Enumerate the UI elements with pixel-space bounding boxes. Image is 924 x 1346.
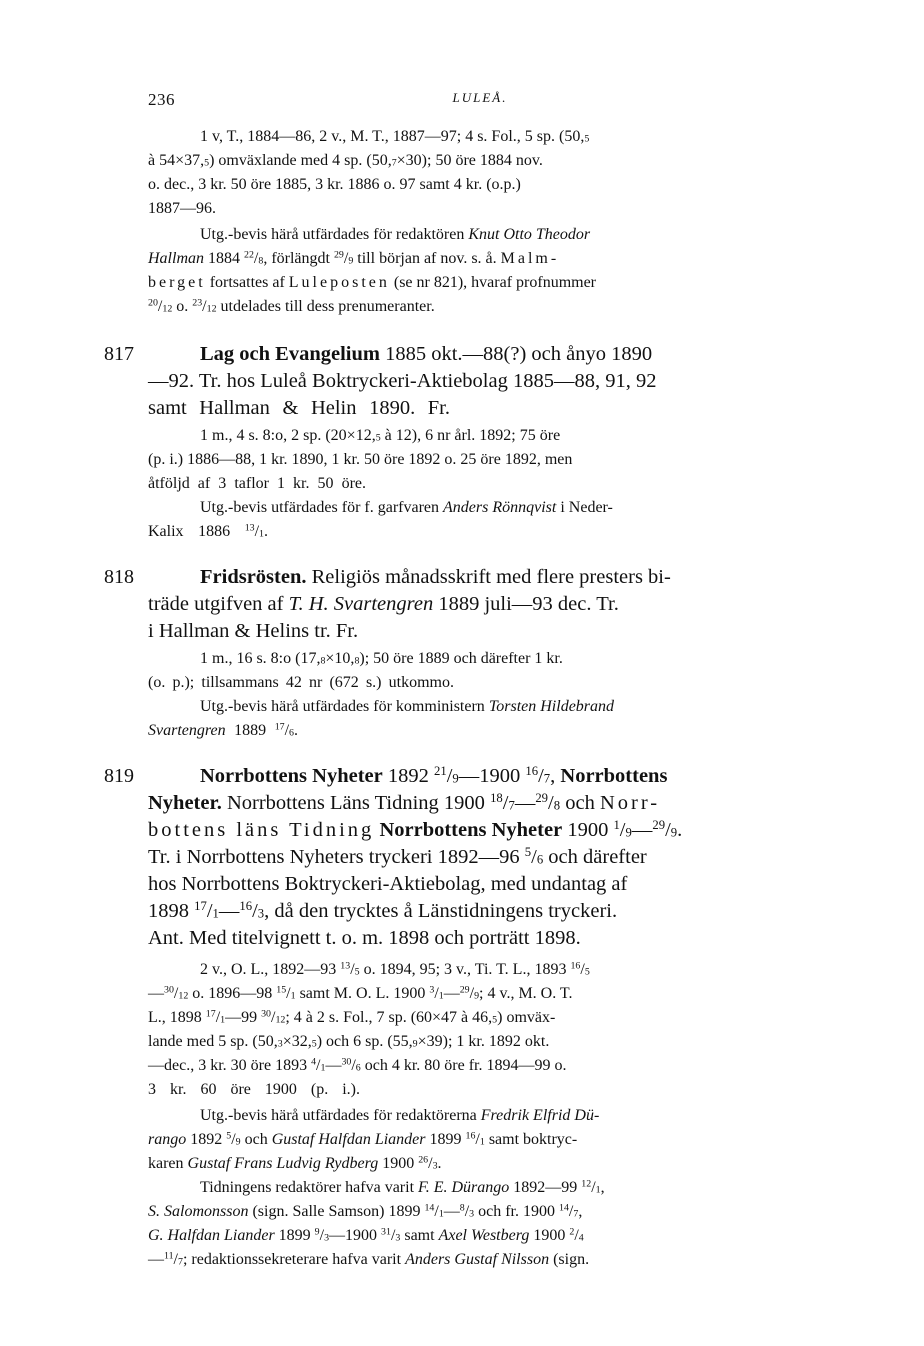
text-line: Fridsrösten. Religiös månadsskrift med flere presters bi- bbox=[200, 566, 671, 588]
text-line: 1887—96. bbox=[148, 200, 216, 217]
text-line: Svartengren 1889 $^{17}/_6$. bbox=[148, 721, 298, 739]
text-line: Nyheter. Norrbottens Läns Tidning 1900 $^{18}/_7—^{29}/_8$ och Norr- bbox=[148, 791, 661, 814]
text-line: 1 v, T., 1884—86, 2 v., M. T., 1887—97; 4 s. Fol., 5 sp. ($50,_5$ bbox=[200, 128, 590, 145]
text-line: rango 1892 $^5/_9$ och Gustaf Halfdan Liander 1899 $^{16}/_1$ samt boktryc- bbox=[148, 1130, 578, 1148]
text-line: åtföljd af 3 taflor 1 kr. 50 öre. bbox=[148, 475, 366, 492]
text-line: G. Halfdan Liander 1899 $^9/_3—1900$ $^{31}/_3$ samt Axel Westberg 1900 $^2/_4$ bbox=[148, 1226, 584, 1244]
text-line: Lag och Evangelium 1885 okt.—88(?) och ånyo 1890 bbox=[200, 343, 653, 365]
text-line: Utg.-bevis härå utfärdades för redaktören Knut Otto Theodor bbox=[200, 226, 591, 243]
text-line: (p. i.) 1886—88, 1 kr. 1890, 1 kr. 50 öre 1892 o. 25 öre 1892, men bbox=[148, 451, 573, 468]
running-title: LULEÅ. bbox=[452, 90, 508, 105]
text-line: 2 v., O. L., 1892—93 $^{13}/_5$ o. 1894, 95; 3 v., Ti. T. L., 1893 $^{16}/_5$ bbox=[200, 960, 590, 978]
page-header bbox=[148, 90, 812, 114]
text-line: Utg.-bevis utfärdades för f. garfvaren Anders Rönnqvist i Neder- bbox=[200, 499, 613, 516]
entry-number: 818 bbox=[104, 566, 134, 588]
text-line: Tr. i Norrbottens Nyheters tryckeri 1892—96 $^5/_6$ och därefter bbox=[148, 845, 647, 868]
text-line: —92. Tr. hos Luleå Boktryckeri-Aktiebolag 1885—88, 91, 92 bbox=[148, 370, 657, 392]
text-line: hos Norrbottens Boktryckeri-Aktiebolag, med undantag af bbox=[148, 873, 628, 895]
text-line: Ant. Med titelvignett t. o. m. 1898 och porträtt 1898. bbox=[148, 927, 581, 949]
text-line: bottens läns Tidning Norrbottens Nyheter 1900 $^1/_9—^{29}/_9$. bbox=[148, 818, 683, 841]
text-line: (o. p.); tillsammans 42 nr (672 s.) utkommo. bbox=[148, 674, 454, 691]
text-line: $—^{30}/_{12}$ o. 1896—98 $^{15}/_1$ samt M. O. L. 1900 $^3/_1—^{29}/_9$; 4 v., M. O. T. bbox=[148, 984, 573, 1002]
entry-number: 817 bbox=[104, 343, 134, 365]
entry-number: 819 bbox=[104, 765, 134, 787]
text-line: i Hallman & Helins tr. Fr. bbox=[148, 620, 359, 642]
text-line: berget fortsattes af Luleposten (se nr 821), hvaraf profnummer bbox=[148, 274, 597, 291]
text-line: Utg.-bevis härå utfärdades för redaktörerna Fredrik Elfrid Dü- bbox=[200, 1107, 600, 1124]
text-line: Hallman 1884 $^{22}/_8$, förlängdt $^{29}/_9$ till början af nov. s. å. Malm- bbox=[148, 249, 560, 267]
page-number: 236 bbox=[148, 90, 175, 109]
text-line: L., 1898 $^{17}/_1—99$ $^{30}/_{12}$; 4 à 2 s. Fol., 7 sp. (60×47 à $46,_5$) omväx- bbox=[148, 1008, 556, 1026]
text-line: träde utgifven af T. H. Svartengren 1889 juli—93 dec. Tr. bbox=[148, 593, 619, 615]
text-line: lande med 5 sp. $(50,_3\times 32,_5)$ och 6 sp. $(55,_9\times 39)$; 1 kr. 1892 okt. bbox=[148, 1033, 550, 1050]
text-line: samt Hallman & Helin 1890. Fr. bbox=[148, 397, 450, 419]
text-line: o. dec., 3 kr. 50 öre 1885, 3 kr. 1886 o. 97 samt 4 kr. (o.p.) bbox=[148, 176, 521, 193]
text-line: Utg.-bevis härå utfärdades för komministern Torsten Hildebrand bbox=[200, 698, 615, 715]
text-line: S. Salomonsson (sign. Salle Samson) 1899 $^{14}/_1—^8/_3$ och fr. 1900 $^{14}/_7$, bbox=[148, 1202, 583, 1220]
text-line: à $54\times 37,_5$) omväxlande med 4 sp. $(50,_7\times 30)$; 50 öre 1884 nov. bbox=[148, 152, 543, 169]
text-line: Kalix 1886 $^{13}/_1$. bbox=[148, 522, 268, 540]
text-line: Tidningens redaktörer hafva varit F. E. Dürango 1892—99 $^{12}/_1$, bbox=[200, 1178, 605, 1196]
text-line: $—^{11}/_7$; redaktionssekreterare hafva varit Anders Gustaf Nilsson (sign. bbox=[148, 1250, 590, 1268]
text-line: 1898 $^{17}/_1—^{16}/_3$, då den trycktes å Länstidningens tryckeri. bbox=[148, 899, 618, 922]
text-line: karen Gustaf Frans Ludvig Rydberg 1900 $^{26}/_3$. bbox=[148, 1154, 442, 1172]
text-line: 1 m., 16 s. 8:o $(17,_8\times 10,_8)$; 50 öre 1889 och därefter 1 kr. bbox=[200, 650, 563, 667]
text-line: —dec., 3 kr. 30 öre 1893 $^4/_1—^{30}/_6$ och 4 kr. 80 öre fr. 1894—99 o. bbox=[148, 1056, 567, 1074]
text-line: Norrbottens Nyheter 1892 $^{21}/_9—1900$ $^{16}/_7$, Norrbottens bbox=[200, 764, 668, 787]
text-line: 1 m., 4 s. 8:o, 2 sp. ($20\times 12,_5$ à 12), 6 nr årl. 1892; 75 öre bbox=[200, 427, 561, 444]
text-line: 3 kr. 60 öre 1900 (p. i.). bbox=[148, 1081, 360, 1098]
text-line: $^{20}/_{12}$ o. $^{23}/_{12}$ utdelades till dess prenumeranter. bbox=[148, 297, 435, 315]
